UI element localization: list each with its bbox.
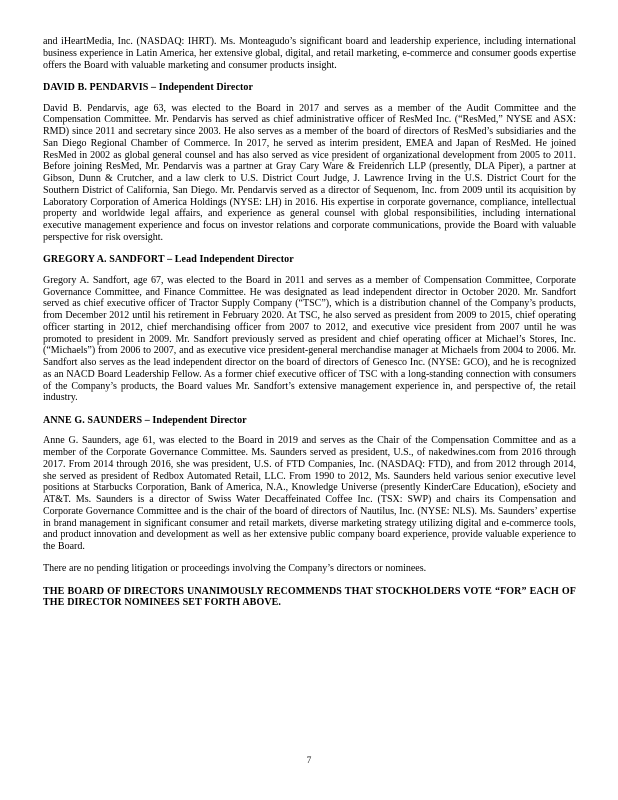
heading-gregory-sandfort: GREGORY A. SANDFORT – Lead Independent Director	[43, 254, 294, 265]
heading-david-pendarvis: DAVID B. PENDARVIS – Independent Director	[43, 81, 254, 93]
paragraph-sandfort-bio: Gregory A. Sandfort, age 67, was elected to the Board in 2011 and serves as a member of Compensation Committee, Corporate Governance Committee, and Finance Committee. He was designated as lead independent director in October 2020. Mr. Sandfort served as chief executive officer of Tractor Supply Company (“TSC”), which is a distribution channel of the Company’s products, from December 2012 until his retirement in February 2020. At TSC, he also served as president from 2009 to 2015, chief operating officer starting in 2012, chief merchandising officer from 2007 to 2012, and executive vice president from 2007 until he was promoted to president in 2009. Mr. Sandfort previously served as president and chief operating officer at Michael’s Stores, Inc. (“Michaels”) from 2006 to 2007, and as executive vice president-general merchandise manager at Michaels from 2004 to 2006. Mr. Sandfort also serves as the lead independent director on the board of directors of Genesco Inc. (NYSE: GCO), and he is recognized as an NACD Board Leadership Fellow. As a former chief executive officer of TSC with a long-standing connection with consumers of the Company’s products, the Board values Mr. Sandfort’s extensive management experience in, and perspective of, the retail industry.	[43, 274, 576, 404]
paragraph-saunders-bio: Anne G. Saunders, age 61, was elected to the Board in 2019 and serves as the Chair of the Compensation Committee and as a member of the Corporate Governance Committee. Ms. Saunders served as president, U.S., of nakedwines.com from 2016 through 2017. From 2014 through 2016, she was president, U.S. of FTD Companies, Inc. (NASDAQ: FTD), and from 2012 through 2014, she served as president of Redbox Automated Retail, LLC. From 1990 to 2012, Ms. Saunders held various senior executive level positions at Starbucks Corporation, Bank of America, N.A., Knowledge Universe (presently KinderCare Education), eSociety and AT&T. Ms. Saunders is a director of Swiss Water Decaffeinated Coffee Inc. (TSX: SWP) and chairs its Compensation and Corporate Governance Committee and is the chair of the board of directors of Nautilus, Inc. (NYSE: NLS). Ms. Saunders’ expertise in brand management in significant consumer and retail markets, diverse marketing strategy utilizing digital and e-commerce tools, and product innovation and development as well as her extensive public company board experience, provide valuable experience to the Board.	[43, 435, 576, 552]
paragraph-pendarvis-bio: David B. Pendarvis, age 63, was elected to the Board in 2017 and serves as a member of the Audit Committee and the Compensation Committee. Mr. Pendarvis has served as chief administrative officer of ResMed Inc. (“ResMed,” NYSE and ASX: RMD) since 2011 and secretary since 2003. He also serves as a member of the board of directors of ResMed’s subsidiaries and the San Diego Regional Chamber of Commerce. In 2017, he served as interim president, EMEA and Japan of ResMed. He joined ResMed in 2002 as global general counsel and has also served as vice president of organizational development from 2005 to 2011. Before joining ResMed, Mr. Pendarvis was a partner at Gray Cary Ware & Freidenrich LLP (presently, DLA Piper), a partner at Gibson, Dunn & Crutcher, and a law clerk to U.S. District Court Judge, J. Lawrence Irving in the U.S. District Court for the Southern District of California, San Diego. Mr. Pendarvis served as a director of Sequenom, Inc. from 2009 until its acquisition by Laboratory Corporation of America Holdings (NYSE: LH) in 2016. His expertise in corporate governance, compliance, intellectual property and worldwide legal affairs, and experience as general counsel with global responsibilities, including international executive management experience and focus on investor relations and corporate communications, provide the Board with valuable perspective for risk oversight.	[43, 102, 576, 243]
paragraph-no-litigation: There are no pending litigation or proceedings involving the Company’s directors or nominees.	[43, 563, 427, 575]
page-number: 7	[306, 756, 312, 766]
page-content	[43, 36, 576, 620]
heading-anne-saunders: ANNE G. SAUNDERS – Independent Director	[43, 414, 247, 426]
paragraph-board-recommendation: THE BOARD OF DIRECTORS UNANIMOUSLY RECOMMENDS THAT STOCKHOLDERS VOTE “FOR” EACH OF THE DIRECTOR NOMINEES SET FORTH ABOVE.	[43, 585, 576, 609]
paragraph-monteagudo-continuation: and iHeartMedia, Inc. (NASDAQ: IHRT). Ms. Monteagudo’s significant board and leadership experience, including international business experience in Latin America, her extensive global, digital, and retail marketing, e-commerce and consumer goods expertise offers the Board with valuable marketing and consumer products insight.	[43, 36, 576, 71]
